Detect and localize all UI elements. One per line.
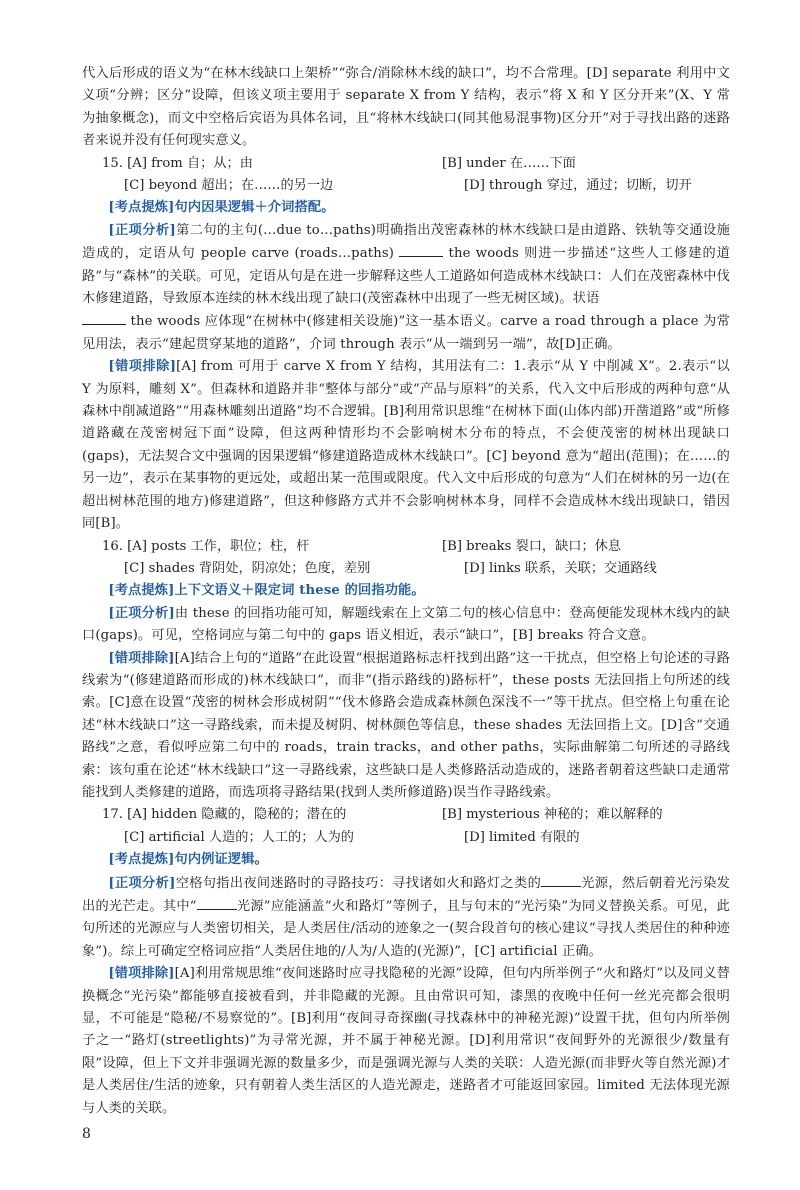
q17-option-b: [B] mysterious 神秘的；难以解释的 (442, 807, 663, 823)
q17-keypoint-label: [考点提炼] (108, 852, 175, 868)
q17-options-row-1 (82, 804, 730, 826)
q16-keypoint (82, 580, 730, 602)
q16-elimination (82, 648, 730, 805)
q17-keypoint-text: 句内例证逻辑。 (174, 852, 268, 868)
q16-elimination-label: [错项排除] (108, 650, 175, 666)
q15-analysis-text-1: 第二句的主句(…due to…paths)明确指出茂密森林的林木线缺口是由道路、铁轨等交通设施造成的，定语从句 people carve (roads…paths) (82, 222, 730, 262)
q17-analysis-text-2: 光源，然后朝着光污染发出的光芒走。其中“ (82, 875, 730, 914)
q15-elimination-label: [错项排除] (108, 359, 177, 375)
intro-paragraph: 代入后形成的语义为“在林木线缺口上架桥”“弥合/消除林木线的缺口”，均不合常理。[D] separate 利用中文义项“分辨；区分”设障，但该义项主要用于 separate X from Y 结构，表示“将 X 和 Y 区分开来”(X、Y 常为抽象概念)，而文中空格后宾语为具体名词，且“将林木线缺口(同其他易混事物)区分开”对于寻找出路的迷路者来说并没有任何现实意义。 (82, 66, 730, 149)
q17-analysis-text-1: 空格句指出夜间迷路时的寻路技巧：寻找诸如火和路灯之类的 (175, 875, 542, 891)
q16-option-d: [D] links 联系，关联；交通路线 (464, 560, 657, 576)
q17-elimination (82, 963, 730, 1120)
q17-elimination-label: [错项排除] (108, 966, 175, 982)
q17-option-d: [D] limited 有限的 (464, 829, 580, 845)
q15-option-b: [B] under 在……下面 (442, 155, 576, 171)
q17-keypoint (82, 849, 730, 871)
q15-option-c: [C] beyond 超出；在……的另一边 (124, 178, 334, 194)
q15-option-a: 15. [A] from 自；从；由 (102, 155, 253, 171)
q17-options-row-2 (82, 827, 730, 849)
q17-option-a: 17. [A] hidden 隐藏的，隐秘的；潜在的 (102, 807, 347, 823)
q17-option-c: [C] artificial 人造的；人工的；人为的 (124, 829, 354, 845)
q17-blank-1 (541, 872, 581, 887)
q15-blank-2 (82, 310, 126, 325)
content (82, 63, 730, 1120)
q16-option-c: [C] shades 背阴处，阴凉处；色度，差别 (124, 560, 371, 576)
q15-analysis (82, 220, 730, 356)
q16-analysis-text: 由 these 的回指功能可知，解题线索在上文第二句的核心信息中：登高便能发现林木线内的缺口(gaps)。可见，空格词应与第二句中的 gaps 语义相近，表示“缺口”，[B] breaks 符合文意。 (82, 605, 730, 644)
q15-options-row-2 (82, 175, 730, 197)
q17-blank-2 (197, 895, 237, 910)
q17-analysis-text-3: 光源”应能涵盖“火和路灯”等例子，且与句末的“光污染”为同义替换关系。可见，此句所述的光源应与人类密切相关，是人类居住/活动的迹象之一(契合段首句的核心建议“寻找人类居住的种种迹象”)。综上可确定空格词应指“人类居住地的/人为/人造的(光源)”，[C] artificial 正确。 (82, 898, 731, 959)
q15-option-d: [D] through 穿过，通过；切断，切开 (464, 178, 692, 194)
q17-elimination-text: [A]利用常规思维“夜间迷路时应寻找隐秘的光源”设障，但句内所举例子“火和路灯”以及同义替换概念“光污染”都能够直接被看到，并非隐藏的光源。且由常识可知，漆黑的夜晚中任何一丝光亮都会很明显，不可能是“隐秘/不易察觉的”。[B]利用“夜间寻奇探幽(寻找森林中的神秘光源)”设置干扰，但句内所举例子之一“路灯(streetlights)”为寻常光源，并不属于神秘光源。[D]利用常识“夜间野外的光源很少/数量有限”设障，但上下文并非强调光源的数量多少，而是强调光源与人类的关联：人造光源(而非野火等自然光源)才是人类居住/生活的迹象，只有朝着人类生活区的人造光源走，迷路者才可能返回家园。limited 无法体现光源与人类的关联。 (82, 966, 730, 1116)
q15-keypoint (82, 197, 730, 219)
q16-elimination-text: [A]结合上句的“道路”在此设置“根据道路标志杆找到出路”这一干扰点，但空格上句论述的寻路线索为“(修建道路而形成的)林木线缺口”，而非“(指示路线的)路标杆”，these posts 无法回指上句所述的线索。[C]意在设置“茂密的树林会形成树阴”“伐木修路会造成森林颜色深浅不一”等干扰点。但空格上句重在论述“林木线缺口”这一寻路线索，而未提及树阴、树林颜色等信息，these shades 无法回指上文。[D]含“交通路线”之意，看似呼应第二句中的 roads，train tracks，and other paths，实际曲解第二句所述的寻路线索：该句重在论述“林木线缺口”这一寻路线索，这些缺口是人类修路活动造成的，迷路者朝着这些缺口走通常能找到人类修建的道路，而选项将寻路结果(找到人类所修道路)误当作寻路线索。 (82, 650, 730, 800)
q15-elimination (82, 356, 730, 535)
q15-analysis-text-2: the woods 则进一步描述“这些人工修建的道路”与“森林”的关联。可见，定语从句是在进一步解释这些人工道路如何造成林木线缺口：人们在茂密森林中伐木修建道路，导致原本连续的林木线出现了缺口(茂密森林中出现了一些无树区域)。状语 (82, 246, 730, 307)
q16-analysis-label: [正项分析] (108, 605, 175, 621)
q15-blank-1 (399, 242, 443, 257)
q15-keypoint-label: [考点提炼] (108, 200, 175, 216)
q15-keypoint-text: 句内因果逻辑＋介词搭配。 (174, 200, 335, 216)
q15-elimination-text: [A] from 可用于 carve X from Y 结构，其用法有二：1.表示“从 Y 中削减 X”。2.表示“以 Y 为原料，雕刻 X”。但森林和道路并非“整体与部分”或“产品与原料”的关系，代入文中后形成的两种句意“从森林中削减道路”“用森林雕刻出道路”均不合逻辑。[B]利用常识思维“在树林下面(山体内部)开凿道路”或“所修道路藏在茂密树冠下面”设障，但这两种情形均不会影响树木分布的特点，不会使茂密的树林出现缺口(gaps)，无法契合文中强调的因果逻辑“修建道路造成林木线缺口”。[C] beyond 意为“超出(范围)；在……的另一边”，表示在某事物的更远处，或超出某一范围或限度。代入文中后形成的句意为“人们在树林的另一边(在超出树林范围的地方)修建道路”，但这种修路方式并不会影响树林本身，同样不会造成林木线出现缺口，错因同[B]。 (82, 359, 730, 532)
q15-options-row-1 (82, 153, 730, 175)
q17-analysis-label: [正项分析] (108, 875, 176, 891)
q16-option-a: 16. [A] posts 工作，职位；柱，杆 (102, 538, 310, 554)
page-number: 8 (82, 1126, 91, 1142)
q17-analysis (82, 872, 730, 964)
q16-analysis (82, 603, 730, 648)
q16-keypoint-label: [考点提炼] (108, 583, 175, 599)
q16-options-row-2 (82, 558, 730, 580)
q15-analysis-label: [正项分析] (108, 222, 176, 238)
q16-option-b: [B] breaks 裂口，缺口；休息 (442, 538, 622, 554)
q16-options-row-1 (82, 536, 730, 558)
q15-analysis-text-3: the woods 应体现“在树林中(修建相关设施)”这一基本语义。carve a road through a place 为常见用法，表示“建起贯穿某地的道路”，介词 through 表示“从一端到另一端”，故[D]正确。 (82, 314, 730, 352)
q16-keypoint-text: 上下文语义＋限定词 these 的回指功能。 (174, 583, 425, 599)
